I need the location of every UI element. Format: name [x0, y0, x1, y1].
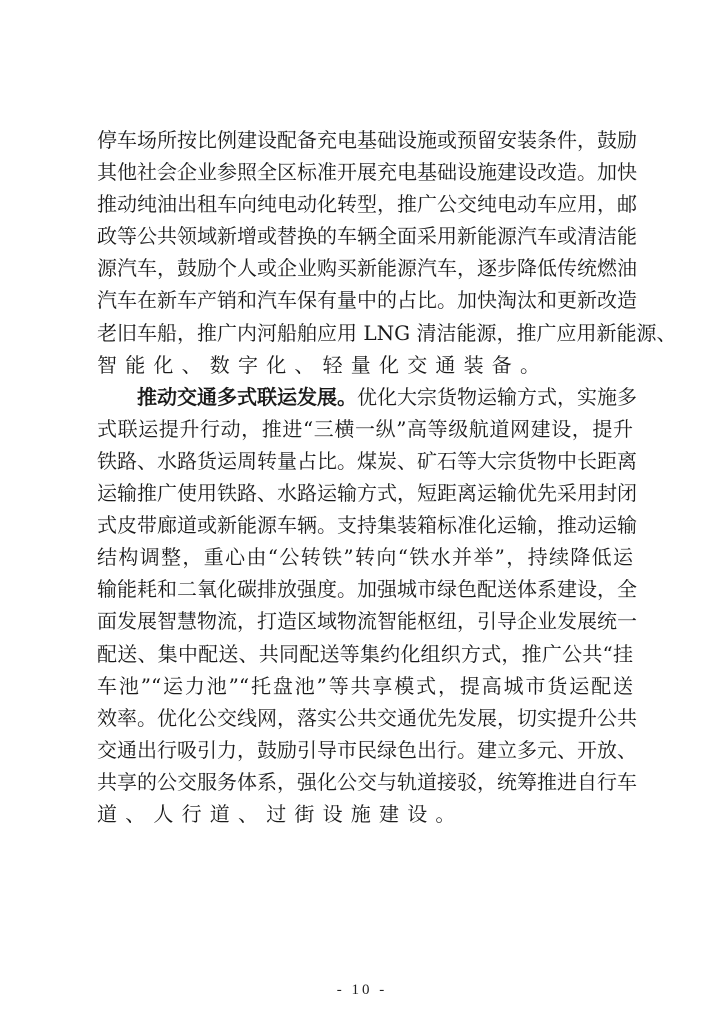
text-line: 停车场所按比例建设配备充电基础设施或预留安装条件，鼓励: [97, 128, 637, 152]
text-line: 式联运提升行动，推进“三横一纵”高等级航道网建设，提升: [97, 416, 633, 441]
text-line: 政等公共领域新增或替换的车辆全面采用新能源汽车或清洁能: [97, 224, 637, 249]
text-line: 铁路、水路货运周转量占比。煤炭、矿石等大宗货物中长距离: [97, 448, 637, 473]
text-line: 面发展智慧物流，打造区域物流智能枢纽，引导企业发展统一: [97, 609, 637, 634]
text-line: 车池”“运力池”“托盘池”等共享模式，提高城市货运配送: [97, 673, 633, 698]
text-line: 输能耗和二氧化碳排放强度。加强城市绿色配送体系建设，全: [97, 577, 637, 602]
text-line: 老旧车船，推广内河船舶应用 LNG 清洁能源，推广应用新能源、: [97, 320, 677, 345]
paragraph-lead-heading: 推动交通多式联运发展。: [137, 384, 357, 409]
text-line: 共享的公交服务体系，强化公交与轨道接驳，统筹推进自行车: [97, 769, 637, 794]
text-line: 交通出行吸引力，鼓励引导市民绿色出行。建立多元、开放、: [97, 737, 637, 762]
text-line: 智能化、数字化、轻量化交通装备。: [97, 352, 549, 377]
text-line: 配送、集中配送、共同配送等集约化组织方式，推广公共“挂: [97, 641, 633, 666]
text-line: 道、人行道、过街设施建设。: [97, 801, 464, 826]
text-line-rest: 优化大宗货物运输方式，实施多: [357, 384, 637, 409]
text-line: 运输推广使用铁路、水路运输方式，短距离运输优先采用封闭: [97, 481, 637, 506]
document-body: [97, 124, 677, 830]
text-line: 效率。优化公交线网，落实公共交通优先发展，切实提升公共: [97, 705, 637, 730]
paragraph-new-energy-vehicles: [97, 124, 677, 381]
text-line: 推动纯油出租车向纯电动化转型，推广公交纯电动车应用，邮: [97, 192, 637, 217]
text-line: 汽车在新车产销和汽车保有量中的占比。加快淘汰和更新改造: [97, 288, 637, 313]
text-line: 源汽车，鼓励个人或企业购买新能源汽车，逐步降低传统燃油: [97, 256, 637, 281]
page-number: - 10 -: [336, 982, 388, 998]
text-line: 结构调整，重心由“公转铁”转向“铁水并举”，持续降低运: [97, 545, 633, 570]
text-line-first: [97, 381, 637, 413]
text-line: 式皮带廊道或新能源车辆。支持集装箱标准化运输，推动运输: [97, 513, 637, 538]
paragraph-multimodal-transport: [97, 381, 637, 830]
text-line: 其他社会企业参照全区标准开展充电基础设施建设改造。加快: [97, 160, 637, 185]
